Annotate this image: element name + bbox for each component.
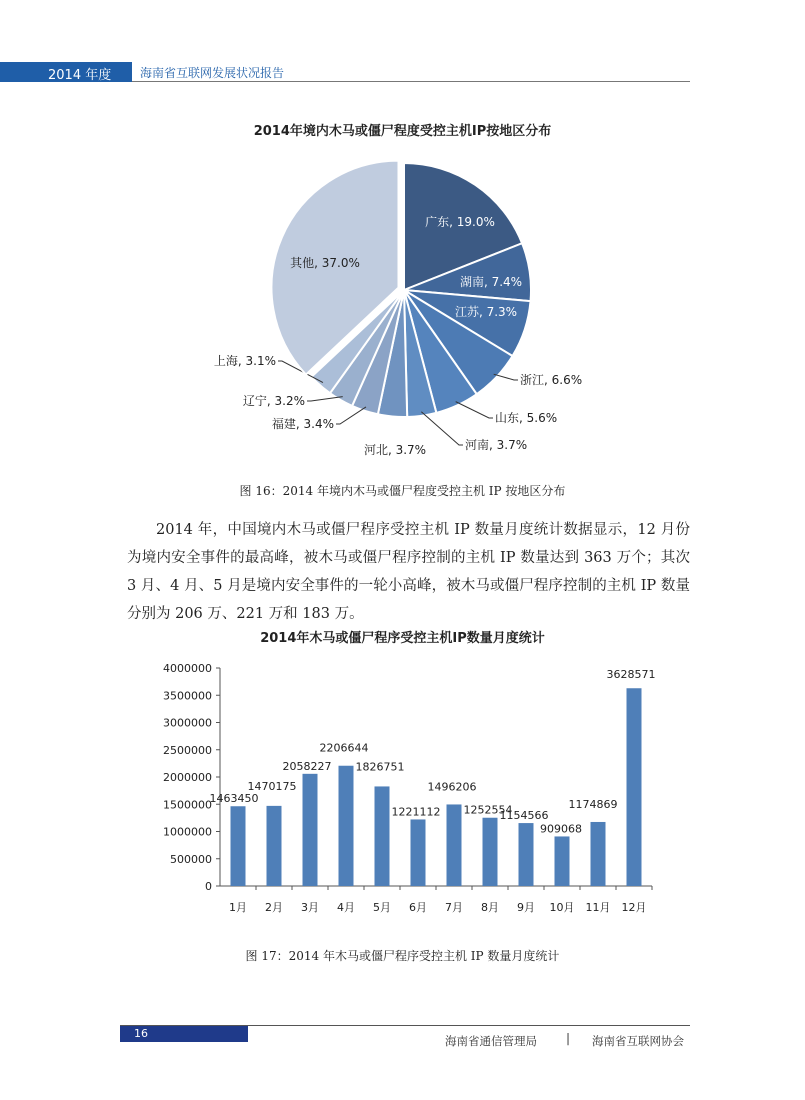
- bar-value-label: 2058227: [282, 759, 332, 773]
- x-tick-label: 11月: [585, 901, 611, 914]
- pie-slice-label: 辽宁, 3.2%: [242, 394, 305, 408]
- bar: [591, 822, 606, 886]
- x-tick-label: 12月: [621, 901, 647, 914]
- x-tick-label: 4月: [337, 901, 355, 914]
- pie-leader-line: [421, 412, 463, 445]
- x-tick-label: 2月: [265, 901, 283, 914]
- bar-value-label: 1470175: [247, 779, 297, 793]
- pie-leader-line: [456, 402, 493, 418]
- x-tick-label: 3月: [301, 901, 319, 914]
- footer-org-2: 海南省互联网协会: [592, 1034, 684, 1048]
- pie-slice-label: 上海, 3.1%: [213, 354, 276, 368]
- pie-slice-label: 其他, 37.0%: [290, 256, 360, 270]
- bar-value-label: 1826751: [355, 760, 405, 774]
- y-tick-label: 2000000: [163, 771, 212, 784]
- bar: [447, 804, 462, 886]
- bar-value-label: 1174869: [568, 797, 618, 811]
- figure16-caption: 图 16：2014 年境内木马或僵尸程度受控主机 IP 按地区分布: [239, 484, 566, 498]
- header-rule: [132, 81, 690, 82]
- bar-chart-title: 2014年木马或僵尸程序受控主机IP数量月度统计: [260, 631, 545, 646]
- bar-value-label: 909068: [540, 822, 582, 836]
- bar-value-label: 1221112: [391, 805, 441, 819]
- footer-org-1: 海南省通信管理局: [445, 1034, 537, 1048]
- bar: [375, 786, 390, 886]
- pie-slice-label: 浙江, 6.6%: [520, 373, 583, 387]
- bar: [483, 818, 498, 886]
- pie-slice-label: 福建, 3.4%: [271, 417, 334, 431]
- bar-value-label: 3628571: [606, 668, 656, 682]
- x-tick-label: 6月: [409, 901, 427, 914]
- y-tick-label: 3000000: [163, 716, 212, 730]
- bar: [339, 766, 354, 886]
- bar: [303, 774, 318, 886]
- y-tick-label: 2500000: [163, 743, 212, 757]
- body-paragraph: [127, 516, 690, 628]
- pie-slice-label: 湖南, 7.4%: [459, 275, 523, 289]
- pie-slice-label: 河北, 3.7%: [363, 443, 427, 457]
- header-title: 海南省互联网发展状况报告: [140, 66, 285, 80]
- figure17-caption: 图 17：2014 年木马或僵尸程序受控主机 IP 数量月度统计: [245, 949, 560, 963]
- pie-slice-label: 河南, 3.7%: [465, 438, 528, 452]
- y-tick-label: 1500000: [163, 798, 212, 812]
- bar-value-label: 1496206: [427, 780, 477, 794]
- bar: [555, 836, 570, 886]
- y-tick-label: 500000: [170, 852, 212, 866]
- x-tick-label: 10月: [549, 901, 575, 914]
- bar: [519, 823, 534, 886]
- x-tick-label: 7月: [445, 901, 463, 914]
- page-number: 16: [134, 1027, 148, 1040]
- x-tick-label: 5月: [373, 901, 391, 914]
- pie-leader-line: [336, 407, 366, 424]
- pie-chart-title: 2014年境内木马或僵尸程度受控主机IP按地区分布: [253, 124, 552, 139]
- y-tick-label: 1000000: [163, 825, 212, 839]
- bar-value-label: 1252554: [463, 803, 513, 817]
- bar: [231, 806, 246, 886]
- x-tick-label: 1月: [229, 901, 247, 914]
- y-tick-label: 3500000: [163, 689, 212, 703]
- pie-slice-label: 山东, 5.6%: [495, 411, 558, 425]
- pie-chart: [0, 140, 805, 470]
- header-year: 2014 年度: [48, 68, 112, 83]
- pie-slice-label: 江苏, 7.3%: [454, 305, 518, 319]
- footer-separator: |: [566, 1031, 571, 1045]
- bar-chart: [0, 650, 805, 925]
- x-tick-label: 9月: [517, 901, 535, 914]
- bar-value-label: 1154566: [499, 809, 549, 823]
- bar-value-label: 2206644: [319, 741, 369, 755]
- bar: [627, 688, 642, 886]
- y-tick-label: 4000000: [163, 662, 212, 675]
- x-tick-label: 8月: [481, 901, 499, 914]
- bar: [267, 806, 282, 886]
- pie-slice-label: 广东, 19.0%: [425, 215, 495, 229]
- bar-value-label: 1463450: [209, 792, 259, 806]
- y-tick-label: 0: [205, 880, 212, 893]
- bar: [411, 819, 426, 886]
- paragraph-text: 2014 年，中国境内木马或僵尸程序受控主机 IP 数量月度统计数据显示，12 月份为境内安全事件的最高峰，被木马或僵尸程序控制的主机 IP 数量达到 363 万个；其次 3 月、4 月、5 月是境内安全事件的一轮小高峰，被木马或僵尸程序控制的主机 IP 数量分别为 206 万、221 万和 183 万。: [127, 522, 690, 622]
